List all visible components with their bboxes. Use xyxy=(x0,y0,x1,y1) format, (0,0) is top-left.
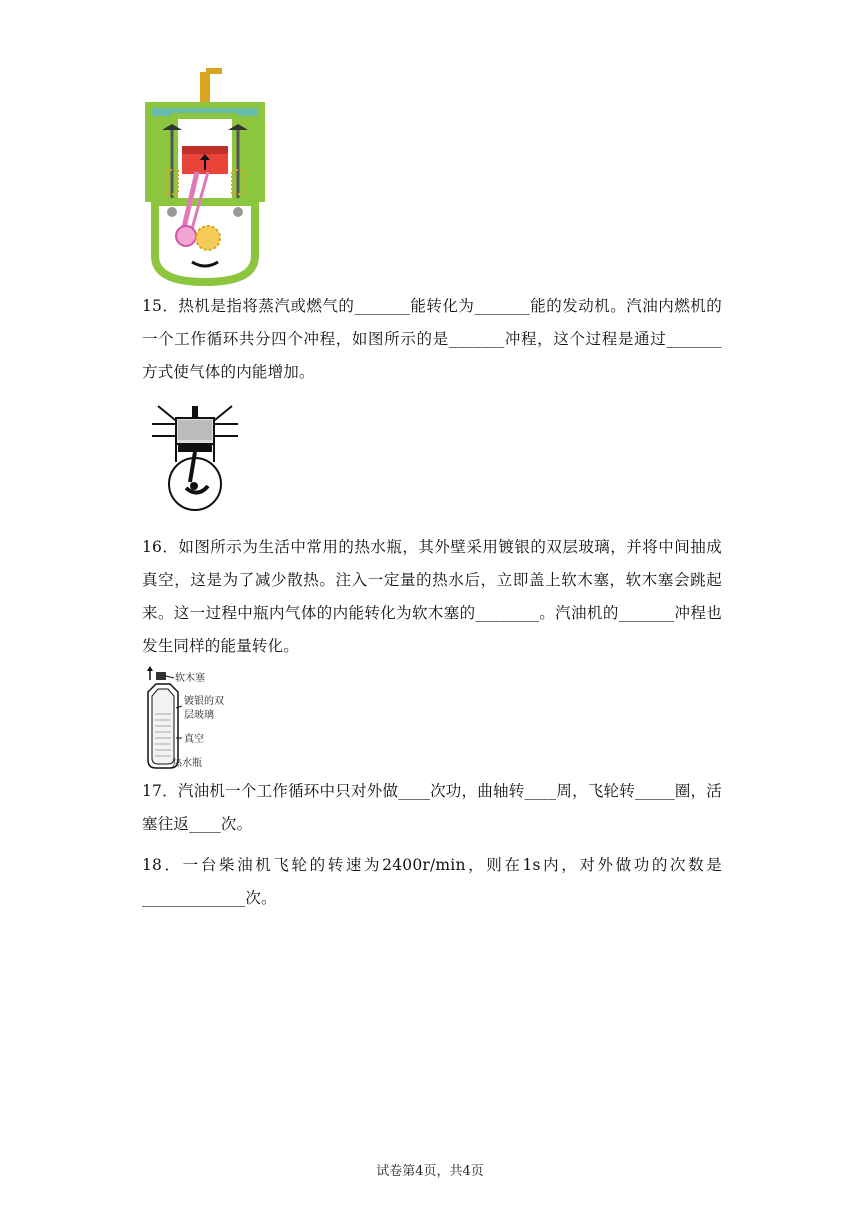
engine-color-svg xyxy=(142,66,272,286)
label-vacuum: 真空 xyxy=(184,734,204,745)
engine-diagram-sketch xyxy=(150,402,240,514)
question-18: 18．一台柴油机飞轮的转速为2400r/min，则在1s内，对外做功的次数是_____________次。 xyxy=(142,856,722,907)
label-cork: 软木塞 xyxy=(175,673,205,684)
label-double-glass: 层玻璃 xyxy=(184,710,214,721)
question-17: 17．汽油机一个工作循环中只对外做____次功，曲轴转____周，飞轮转_____圈，活塞往返____次。 xyxy=(142,782,722,833)
label-silvered: 镀银的双 xyxy=(184,696,224,707)
thermos-svg xyxy=(142,664,238,770)
page-footer: 试卷第4页，共4页 xyxy=(376,1164,484,1179)
label-thermos: 热水瓶 xyxy=(172,758,202,769)
thermos-diagram xyxy=(142,664,238,770)
engine-diagram-color xyxy=(142,66,272,286)
question-16: 16．如图所示为生活中常用的热水瓶，其外壁采用镀银的双层玻璃，并将中间抽成真空，这是为了减少散热。注入一定量的热水后，立即盖上软木塞，软木塞会跳起来。这一过程中瓶内气体的内能转化为软木塞的________。汽油机的_______冲程也发生同样的能量转化。 xyxy=(142,538,722,655)
question-15: 15．热机是指将蒸汽或燃气的_______能转化为_______能的发动机。汽油内燃机的一个工作循环共分四个冲程，如图所示的是_______冲程，这个过程是通过_______方式使气体的内能增加。 xyxy=(142,297,722,381)
engine-sketch-svg xyxy=(150,402,240,514)
